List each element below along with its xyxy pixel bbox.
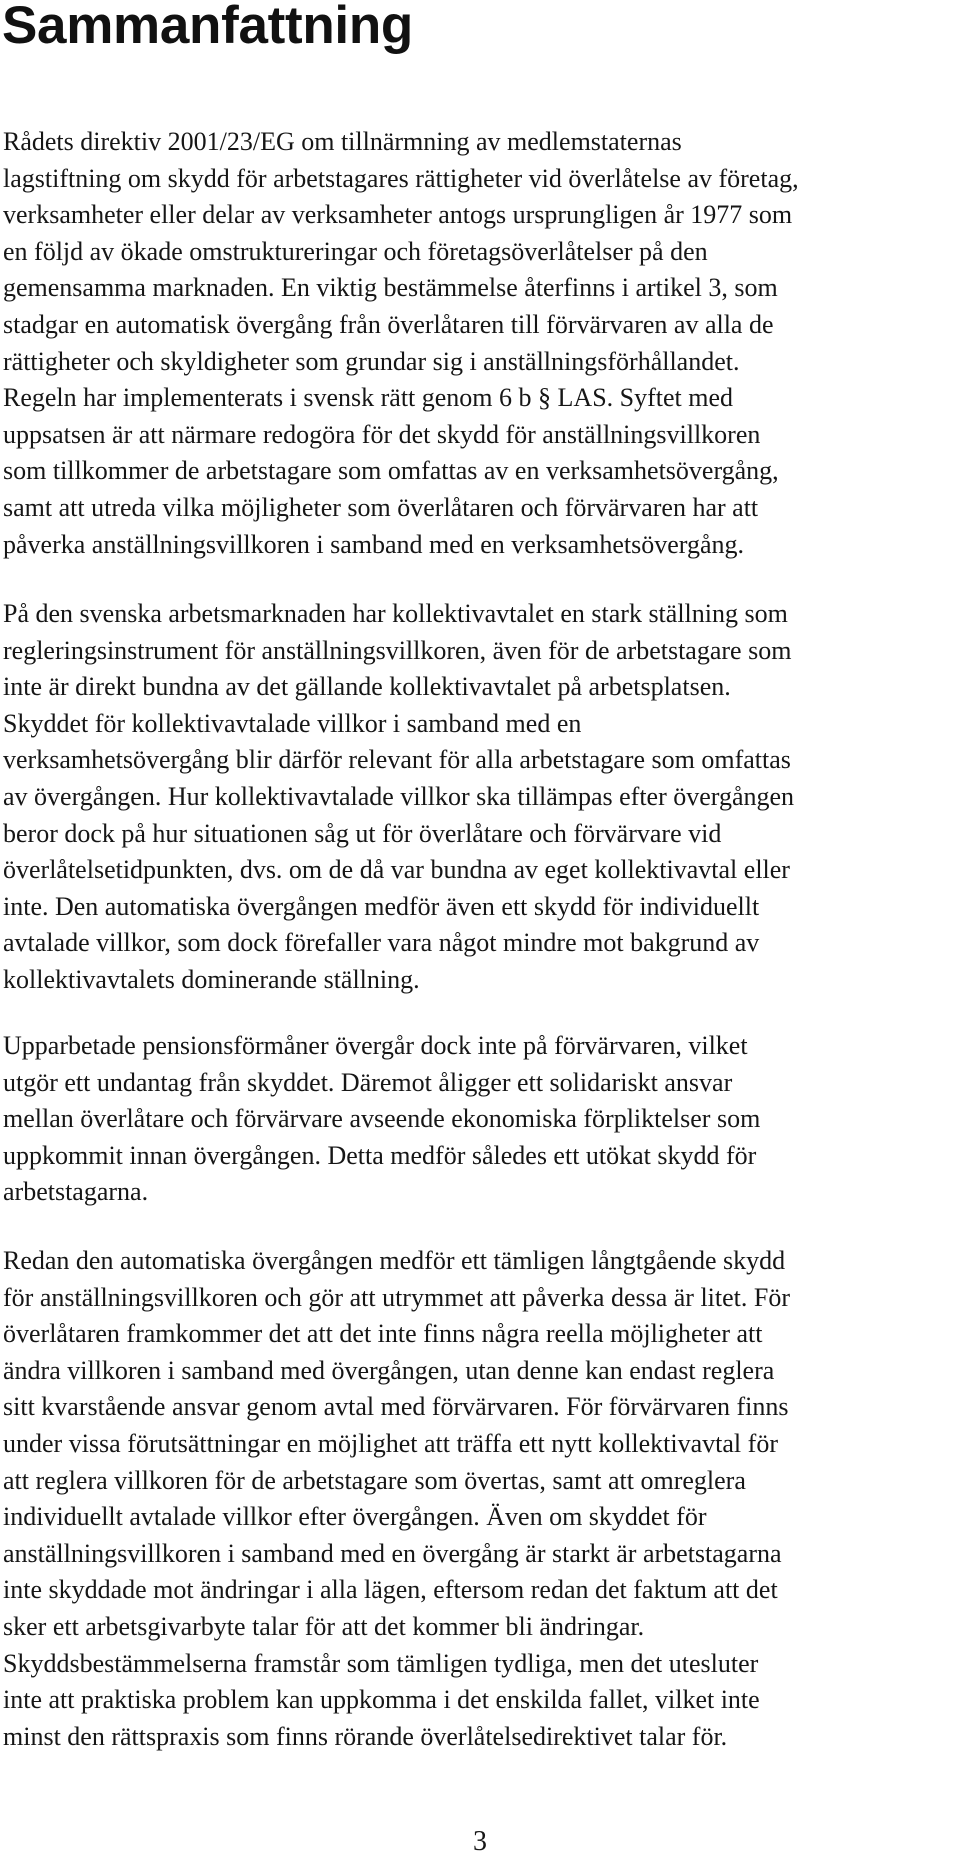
summary-paragraph-3: Upparbetade pensionsförmåner övergår dock inte på förvärvaren, vilket utgör ett undantag från skyddet. Däremot åligger ett solidariskt ansvar mellan överlåtare och förvärvare avseende ekonomiska förpliktelser som uppkommit innan övergången. Detta medför således ett utökat skydd för arbetstagarna. [3, 1031, 761, 1207]
summary-paragraph-1: Rådets direktiv 2001/23/EG om tillnärmning av medlemstaternas lagstiftning om skydd för arbetstagares rättigheter vid överlåtelse av företag, verksamheter eller delar av verksamheter antogs ursprungligen år 1977 som en följd av ökade omstruktureringar och företagsöverlåtelser på den gemensamma marknaden. En viktig bestämmelse återfinns i artikel 3, som stadgar en automatisk övergång från överlåtaren till förvärvaren av alla de rättigheter och skyldigheter som grundar sig i anställningsförhållandet. Regeln har implementerats i svensk rätt genom 6 b § LAS. Syftet med uppsatsen är att närmare redogöra för det skydd för anställningsvillkoren som tillkommer de arbetstagare som omfattas av en verksamhetsövergång, samt att utreda vilka möjligheter som överlåtaren och förvärvaren har att påverka anställningsvillkoren i samband med en verksamhetsövergång. [3, 127, 799, 559]
summary-paragraph-4: Redan den automatiska övergången medför ett tämligen långtgående skydd för anställningsvillkoren och gör att utrymmet att påverka dessa är litet. För överlåtaren framkommer det att det inte finns några reella möjligheter att ändra villkoren i samband med övergången, utan denne kan endast reglera sitt kvarstående ansvar genom avtal med förvärvaren. För förvärvaren finns under vissa förutsättningar en möjlighet att träffa ett nytt kollektivavtal för att reglera villkoren för de arbetstagare som övertas, samt att omreglera individuellt avtalade villkor efter övergången. Även om skyddet för anställningsvillkoren i samband med en övergång är starkt är arbetstagarna inte skyddade mot ändringar i alla lägen, eftersom redan det faktum att det sker ett arbetsgivarbyte talar för att det kommer bli ändringar. Skyddsbestämmelserna framstår som tämligen tydliga, men det utesluter inte att praktiska problem kan uppkomma i det enskilda fallet, vilket inte minst den rättspraxis som finns rörande överlåtelsedirektivet talar för. [3, 1246, 791, 1751]
page-title: Sammanfattning [2, 0, 414, 55]
summary-paragraph-2: På den svenska arbetsmarknaden har kollektivavtalet en stark ställning som regleringsinstrument för anställningsvillkoren, även för de arbetstagare som inte är direkt bundna av det gällande kollektivavtalet på arbetsplatsen. Skyddet för kollektivavtalade villkor i samband med en verksamhetsövergång blir därför relevant för alla arbetstagare som omfattas av övergången. Hur kollektivavtalade villkor ska tillämpas efter övergången beror dock på hur situationen såg ut för överlåtare och förvärvare vid överlåtelsetidpunkten, dvs. om de då var bundna av eget kollektivavtal eller inte. Den automatiska övergången medför även ett skydd för individuellt avtalade villkor, som dock förefaller vara något mindre mot bakgrund av kollektivavtalets dominerande ställning. [3, 599, 795, 994]
page-number: 3 [473, 1826, 487, 1857]
